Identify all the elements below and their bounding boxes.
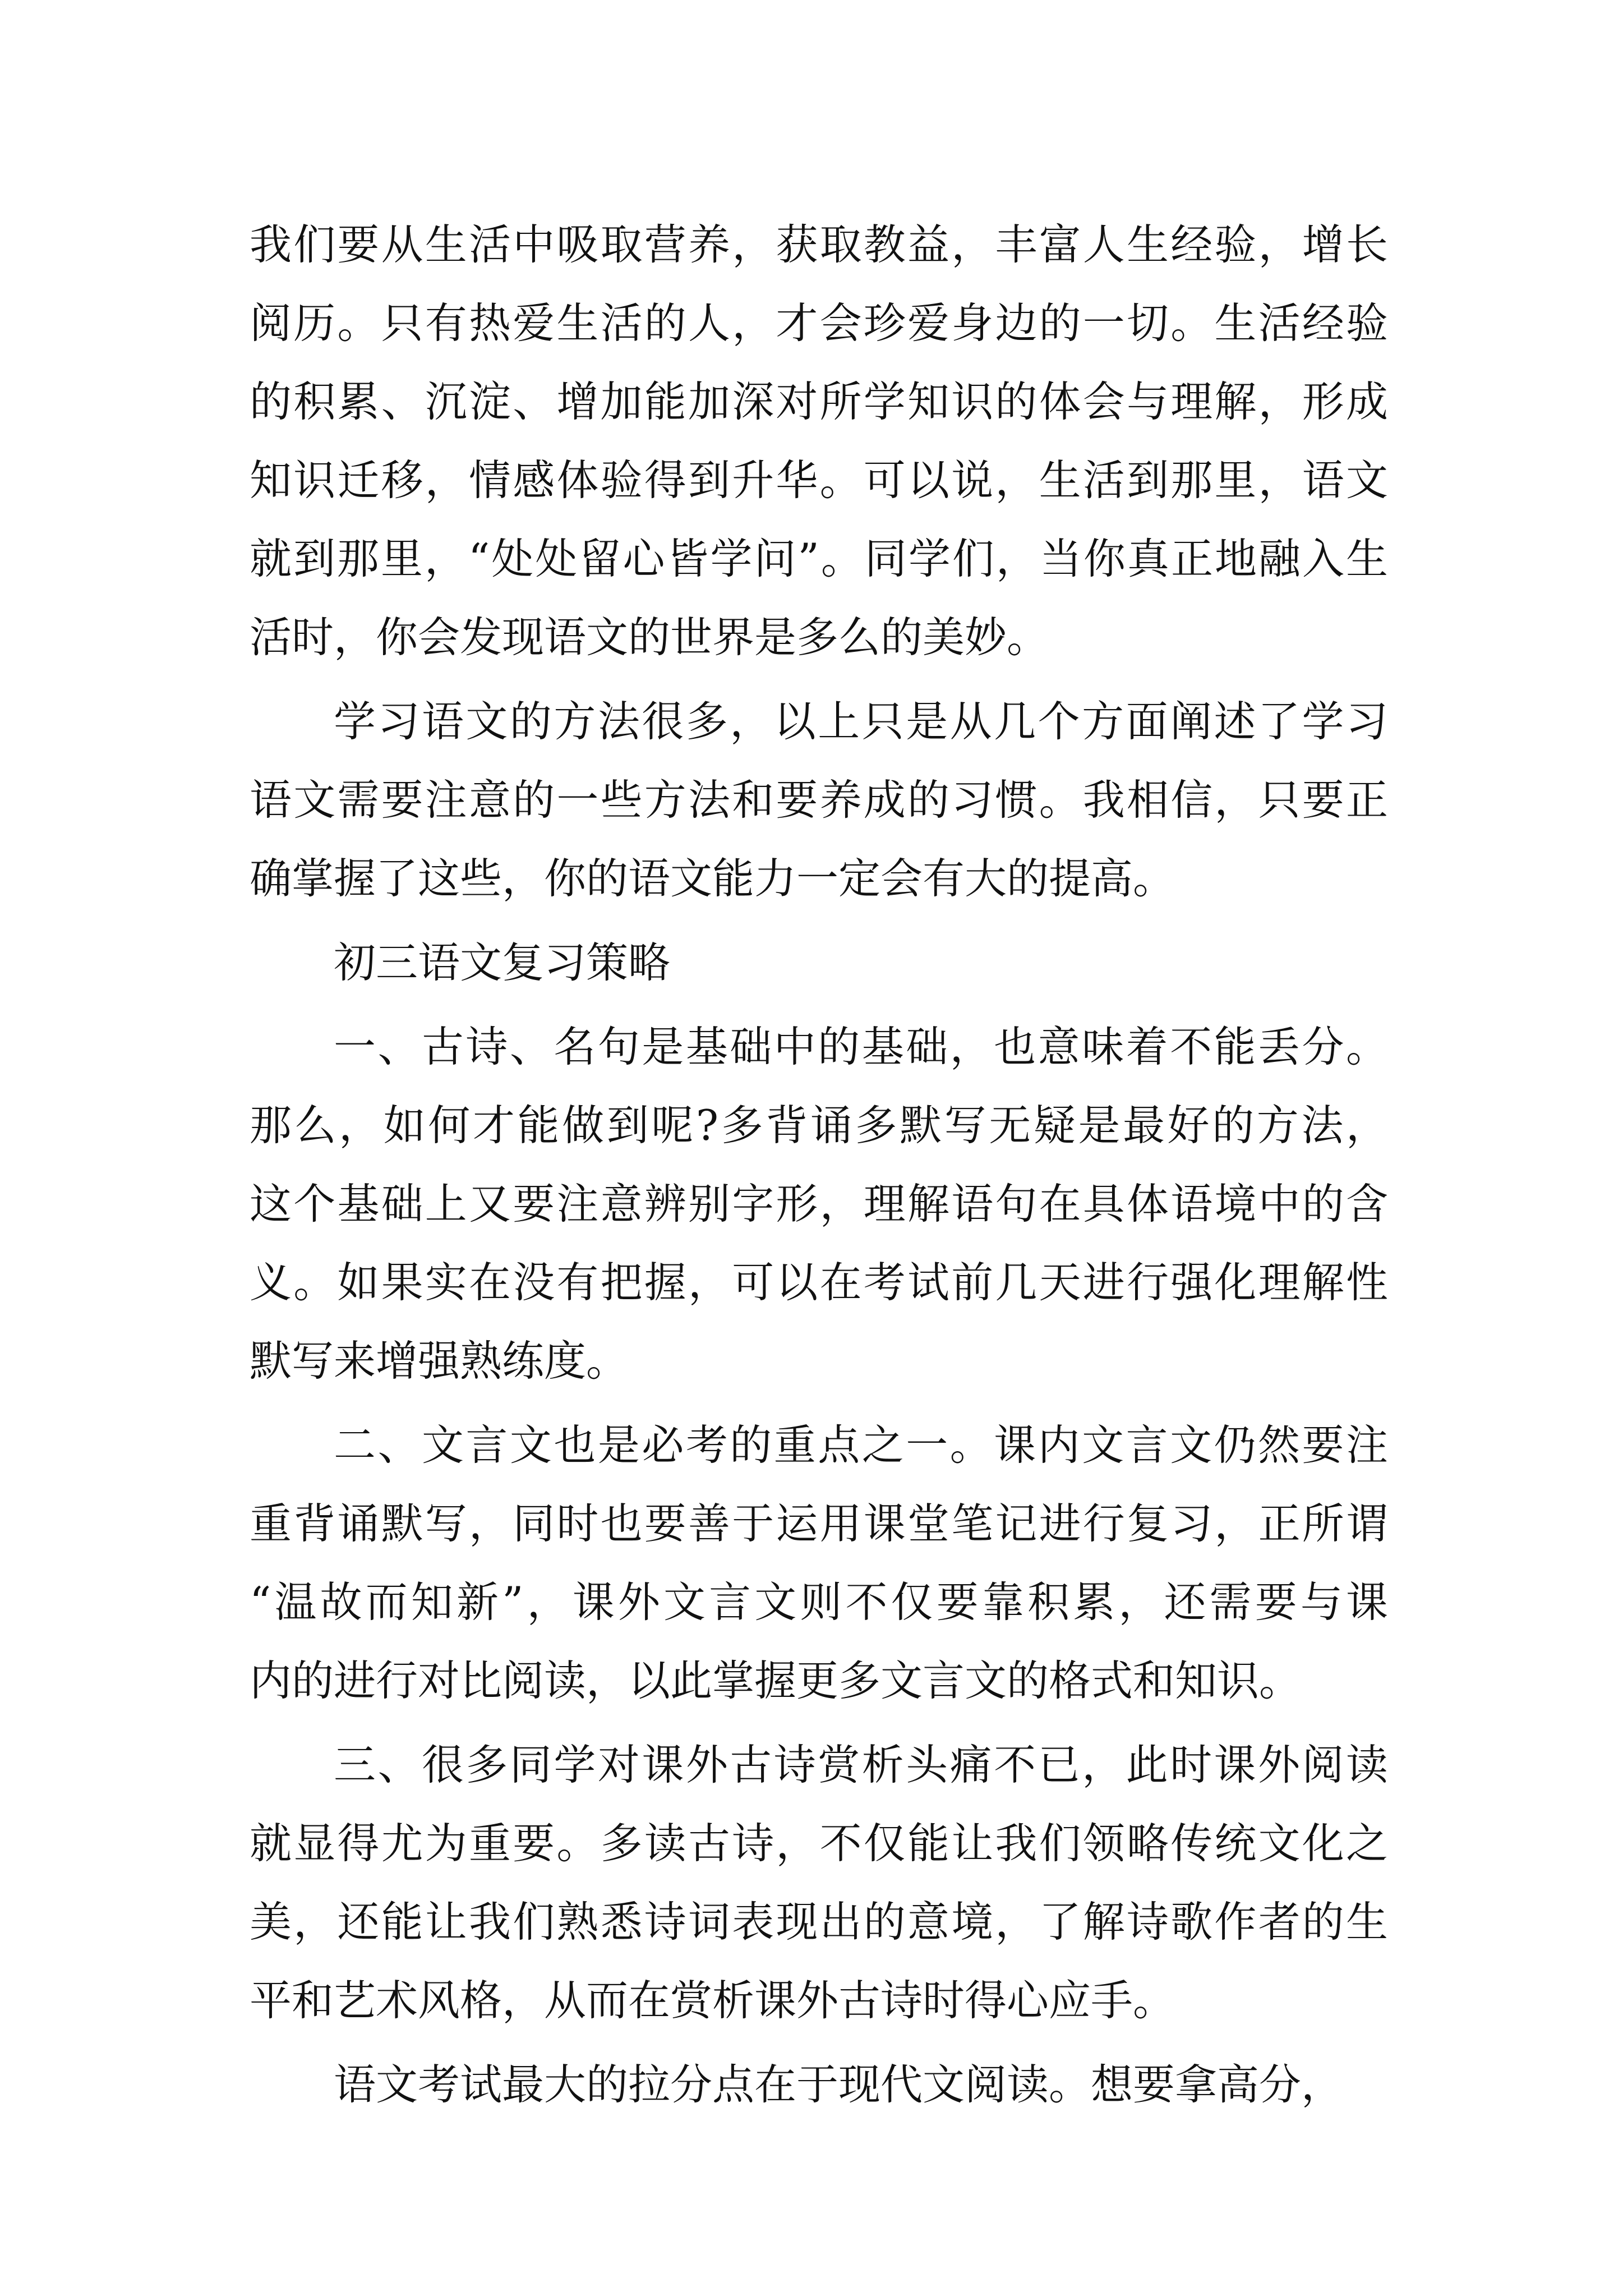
text-line: 二、文言文也是必考的重点之一。课内文言文仍然要注 [334, 1420, 1388, 1470]
text-line: 美，还能让我们熟悉诗词表现出的意境，了解诗歌作者的生 [250, 1897, 1388, 1947]
text-line: 学习语文的方法很多，以上只是从几个方面阐述了学习 [334, 697, 1388, 746]
paragraph-gap [250, 1720, 1388, 1726]
text-line: 就显得尤为重要。多读古诗，不仅能让我们领略传统文化之 [250, 1819, 1388, 1868]
text-line: 义。如果实在没有把握，可以在考试前几天进行强化理解性 [250, 1258, 1388, 1307]
text-line: 那么，如何才能做到呢?多背诵多默写无疑是最好的方法， [250, 1101, 1388, 1150]
text-line: 活时，你会发现语文的世界是多么的美妙。 [250, 613, 1049, 662]
paragraph-methods-summary [250, 682, 1388, 918]
paragraph-poetry-appreciation [250, 1726, 1388, 2040]
text-line: 默写来增强熟练度。 [250, 1336, 629, 1386]
paragraph-gap [250, 2040, 1388, 2045]
text-line: 语文考试最大的拉分点在于现代文阅读。想要拿高分， [334, 2060, 1344, 2109]
paragraph-classical-chinese [250, 1406, 1388, 1720]
paragraph-ancient-poetry [250, 1007, 1388, 1400]
paragraph-gap [250, 1400, 1388, 1406]
text-line: 一、古诗、名句是基础中的基础，也意味着不能丢分。 [334, 1022, 1388, 1071]
paragraph-gap [250, 918, 1388, 923]
text-line: 知识迁移，情感体验得到升华。可以说，生活到那里，语文 [250, 455, 1388, 505]
text-line: 重背诵默写，同时也要善于运用课堂笔记进行复习，正所谓 [250, 1499, 1388, 1548]
text-line: 就到那里，“处处留心皆学问”。同学们，当你真正地融入生 [250, 534, 1388, 583]
document-body [250, 205, 1388, 2124]
paragraph-life-experience [250, 205, 1388, 677]
text-line: 我们要从生活中吸取营养，获取教益，丰富人生经验，增长 [250, 220, 1388, 269]
text-line: 阅历。只有热爱生活的人，才会珍爱身边的一切。生活经验 [250, 298, 1388, 348]
text-line: 内的进行对比阅读，以此掌握更多文言文的格式和知识。 [250, 1656, 1302, 1705]
text-line: “温故而知新”，课外文言文则不仅要靠积累，还需要与课 [250, 1577, 1388, 1627]
paragraph-modern-reading [250, 2045, 1388, 2124]
text-line: 初三语文复习策略 [334, 938, 671, 987]
paragraph-gap [250, 677, 1388, 682]
text-line: 确掌握了这些，你的语文能力一定会有大的提高。 [250, 854, 1175, 903]
paragraph-gap [250, 1002, 1388, 1007]
section-heading-review-strategy [250, 923, 1388, 1002]
text-line: 平和艺术风格，从而在赏析课外古诗时得心应手。 [250, 1976, 1175, 2025]
text-line: 的积累、沉淀、增加能加深对所学知识的体会与理解，形成 [250, 377, 1388, 426]
text-line: 语文需要注意的一些方法和要养成的习惯。我相信，只要正 [250, 775, 1388, 825]
text-line: 这个基础上又要注意辨别字形，理解语句在具体语境中的含 [250, 1179, 1388, 1228]
text-line: 三、很多同学对课外古诗赏析头痛不已，此时课外阅读 [334, 1740, 1388, 1789]
